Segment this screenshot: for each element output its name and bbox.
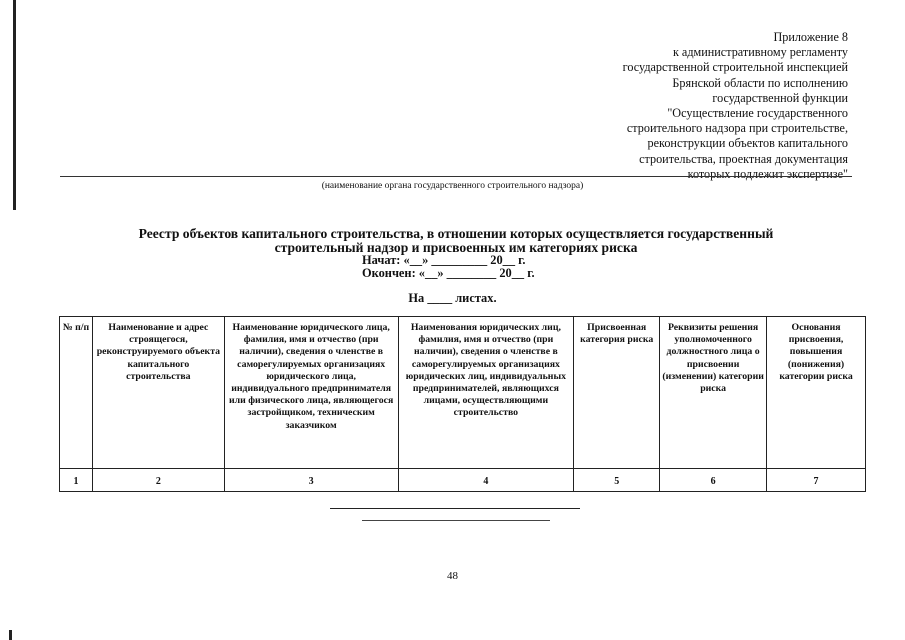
column-header: Наименование юридического лица, фамилия, имя и отчество (при наличии), сведения о членстве в саморегулируемых организациях юридического лица, индивидуального предпринимателя или физического лица, являющегося застройщиком, техническим заказчиком bbox=[224, 317, 398, 469]
authority-caption: (наименование органа государственного строительного надзора) bbox=[321, 181, 584, 191]
sheets-count: На ____ листах. bbox=[408, 291, 497, 305]
appendix-line: к административному регламенту bbox=[672, 45, 848, 60]
separator-line bbox=[330, 508, 580, 509]
appendix-line: строительства, проектная документация bbox=[639, 151, 848, 166]
column-number: 4 bbox=[398, 469, 574, 492]
title-line: строительный надзор и присвоенных им категориях риска bbox=[274, 240, 638, 255]
column-header: № п/п bbox=[60, 317, 93, 469]
appendix-line: которых подлежит экспертизе" bbox=[687, 166, 848, 181]
column-header: Основания присвоения, повышения (понижения) категории риска bbox=[767, 317, 866, 469]
column-number: 7 bbox=[767, 469, 866, 492]
column-header: Присвоенная категория риска bbox=[574, 317, 660, 469]
column-number: 3 bbox=[224, 469, 398, 492]
register-dates bbox=[362, 254, 535, 280]
table-header-row bbox=[60, 317, 866, 469]
appendix-block bbox=[548, 30, 848, 182]
appendix-line: реконструкции объектов капитального bbox=[647, 136, 848, 151]
appendix-line: строительного надзора при строительстве, bbox=[626, 121, 848, 136]
appendix-line: "Осуществление государственного bbox=[667, 106, 848, 121]
title-line: Реестр объектов капитального строительства, в отношении которых осуществляется государственный bbox=[138, 226, 774, 241]
page-number: 48 bbox=[447, 570, 458, 582]
appendix-line: Брянской области по исполнению bbox=[672, 75, 848, 90]
register-title bbox=[60, 227, 852, 255]
table-row bbox=[60, 469, 866, 492]
column-header: Реквизиты решения уполномоченного должностного лица о присвоении (изменении) категории риска bbox=[660, 317, 767, 469]
column-number: 1 bbox=[60, 469, 93, 492]
register-table bbox=[59, 316, 866, 492]
appendix-line: Приложение 8 bbox=[773, 30, 848, 44]
column-header: Наименование и адрес строящегося, реконструируемого объекта капитального строительства bbox=[92, 317, 224, 469]
date-started: Начат: «__» _________ 20__ г. bbox=[362, 253, 526, 267]
authority-name-line bbox=[60, 176, 852, 177]
appendix-line: государственной функции bbox=[712, 90, 848, 105]
appendix-line: государственной строительной инспекцией bbox=[622, 60, 848, 75]
separator-line-short bbox=[362, 520, 550, 521]
date-ended: Окончен: «__» ________ 20__ г. bbox=[362, 266, 535, 280]
scan-edge-mark bbox=[13, 0, 16, 210]
column-header: Наименования юридических лиц, фамилия, имя и отчество (при наличии), сведения о членстве в саморегулируемых организациях юридических лиц, индивидуальных предпринимателей, являющихся лицами, осуществляющими строительство bbox=[398, 317, 574, 469]
column-number: 2 bbox=[92, 469, 224, 492]
scan-edge-mark-bottom bbox=[9, 630, 12, 640]
column-number: 6 bbox=[660, 469, 767, 492]
column-number: 5 bbox=[574, 469, 660, 492]
